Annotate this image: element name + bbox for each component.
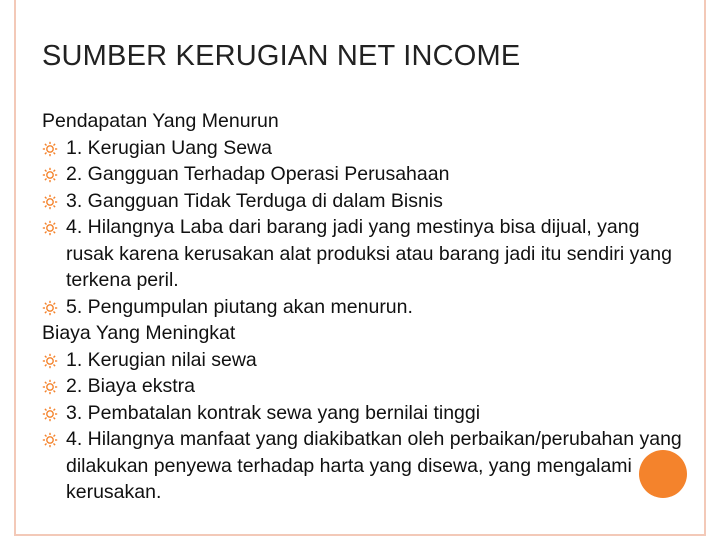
list-item-text: 4. Hilangnya Laba dari barang jadi yang mestinya bisa dijual, yang rusak karena kerusakan alat produksi atau barang jadi itu sendiri yang terkena peril. [66,216,672,291]
sun-ring-bullet-icon [42,373,62,399]
sun-ring-bullet-icon [42,347,62,373]
sun-ring-bullet-icon [42,426,62,452]
list-item [42,347,682,374]
list-item-text: 1. Kerugian nilai sewa [66,348,257,371]
sun-ring-bullet-icon [42,400,62,426]
slide-title: SUMBER KERUGIAN NET INCOME [42,40,521,72]
sun-ring-bullet-icon [42,135,62,161]
list-item [42,426,682,506]
list-item-text: 3. Pembatalan kontrak sewa yang bernilai tinggi [66,401,481,424]
list-item [42,294,682,321]
list-item [42,161,682,188]
list-item-text: 2. Biaya ekstra [66,375,195,397]
orange-circle-decoration [639,450,687,498]
section-heading-pendapatan: Pendapatan Yang Menurun [42,110,279,132]
sun-ring-bullet-icon [42,188,62,214]
sun-ring-bullet-icon [42,161,62,187]
section-heading-biaya: Biaya Yang Meningkat [42,322,236,344]
list-item [42,400,682,427]
list-item-text: 4. Hilangnya manfaat yang diakibatkan oleh perbaikan/perubahan yang dilakukan penyewa terhadap harta yang disewa, yang mengalami kerusakan. [66,428,682,503]
sun-ring-bullet-icon [42,294,62,320]
list-item [42,373,682,400]
list-item-text: 5. Pengumpulan piutang akan menurun. [66,295,413,318]
list-item-text: 1. Kerugian Uang Sewa [66,136,272,159]
list-item-text: 3. Gangguan Tidak Terduga di dalam Bisnis [66,189,443,212]
list-item [42,214,682,294]
slide-content [42,108,682,506]
list-item-text: 2. Gangguan Terhadap Operasi Perusahaan [66,163,450,185]
sun-ring-bullet-icon [42,214,62,240]
list-item [42,135,682,162]
list-item [42,188,682,215]
